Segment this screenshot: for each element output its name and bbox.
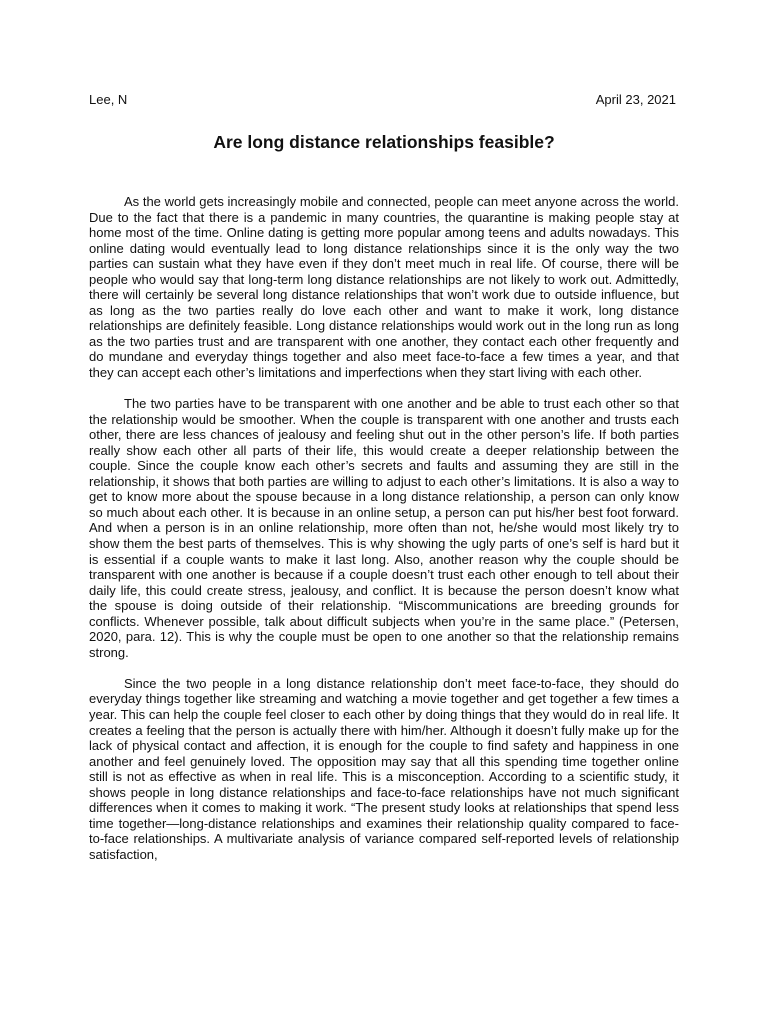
paragraph: Since the two people in a long distance relationship don’t meet face-to-face, they should do everyday things together like streaming and watching a movie together and get together a few times a year. This can help the couple feel closer to each other by doing things that they would do in real life. It creates a feeling that the person is actually there with him/her. Although it doesn’t fully make up for the lack of physical contact and affection, it is enough for the couple to find safety and happiness in one another and feel genuinely loved. The opposition may say that all this spending time together online still is not as effective as when in real life. This is a misconception. According to a scientific study, it shows people in long distance relationships and face-to-face relationships have not much significant differences when it comes to making it work. “The present study looks at relationships that spend less time together—long-distance relationships and examines their relationship quality compared to face-to-face relationships. A multivariate analysis of variance compared self-reported levels of relationship satisfaction, <box>89 675 679 862</box>
paragraph: The two parties have to be transparent with one another and be able to trust each other so that the relationship would be smoother. When the couple is transparent with one another and trusts each other, there are less chances of jealousy and feeling shut out in the other person’s life. If both parties really show each other all parts of their life, this would create a deeper relationship between the couple. Since the couple know each other’s secrets and faults and assuming they are still in the relationship, it shows that both parties are willing to adjust to each other’s limitations. It is also a way to get to know more about the spouse because in a long distance relationship, a person can only know so much about each other. It is because in an online setup, a person can put his/her best foot forward. And when a person is in an online relationship, more often than not, he/she would most likely try to show them the best parts of themselves. This is why showing the ugly parts of one’s self is hard but it is essential if a couple wants to make it last long. Also, another reason why the couple should be transparent with one another is because if a couple doesn’t trust each other enough to tell about their daily life, this could create stress, jealousy, and conflict. It is because the person doesn’t know what the spouse is doing outside of their relationship. “Miscommunications are breeding grounds for conflicts. Whenever possible, talk about difficult subjects when you’re in the same place.” (Petersen, 2020, para. 12). This is why the couple must be open to one another so that the relationship remains strong. <box>89 396 679 660</box>
document-title: Are long distance relationships feasible? <box>213 132 555 152</box>
document-body <box>89 194 679 878</box>
author-name: Lee, N <box>89 92 128 107</box>
paragraph: As the world gets increasingly mobile and connected, people can meet anyone across the world. Due to the fact that there is a pandemic in many countries, the quarantine is making people stay at home most of the time. Online dating is getting more popular among teens and adults nowadays. This online dating would eventually lead to long distance relationships since it is the only way the two parties can sustain what they have even if they don’t meet much in real life. Of course, there will be people who would say that long-term long distance relationships are not likely to work out. Admittedly, there will certainly be several long distance relationships that won’t work due to outside influence, but as long as the two parties really do love each other and want to make it work, long distance relationships are definitely feasible. Long distance relationships would work out in the long run as long as the two parties trust and are transparent with one another, they contact each other frequently and do mundane and everyday things together and also meet face-to-face a few times a year, and that they can accept each other’s limitations and imperfections when they start living with each other. <box>89 194 679 381</box>
document-date: April 23, 2021 <box>595 92 676 107</box>
